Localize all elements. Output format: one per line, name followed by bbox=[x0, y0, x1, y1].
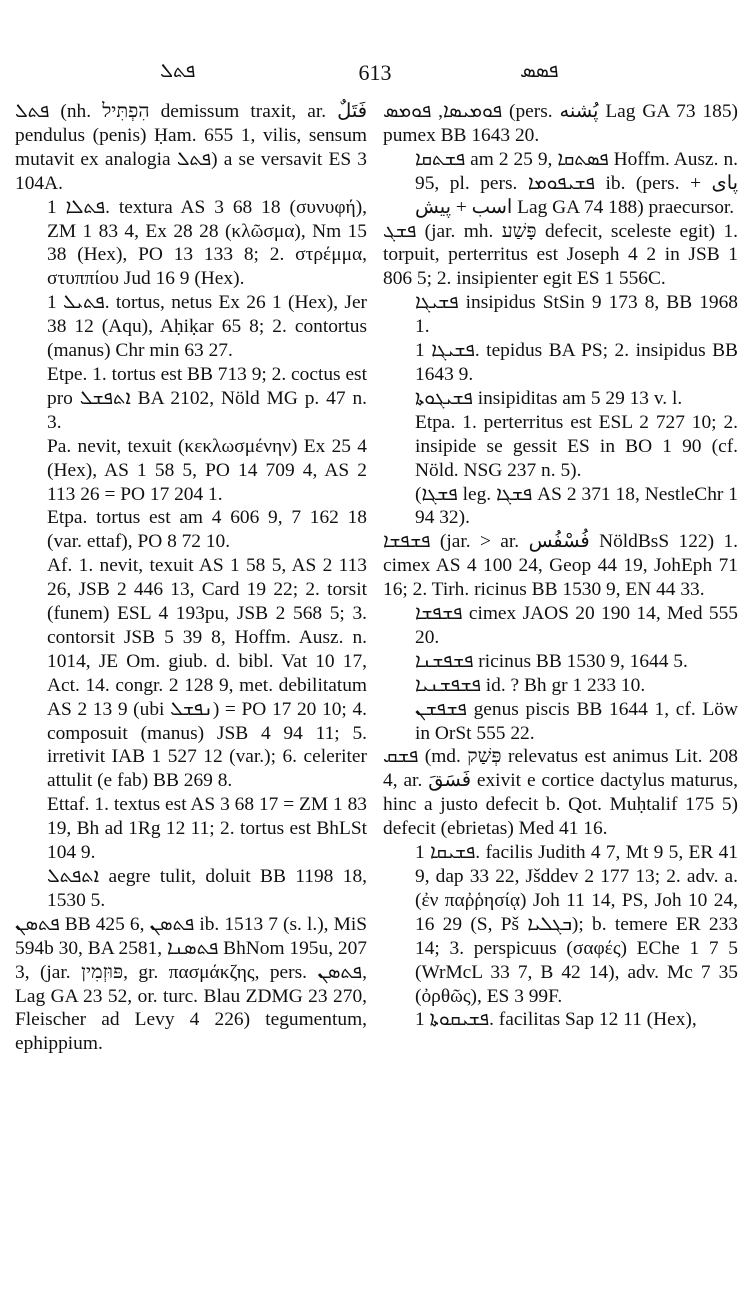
dictionary-entry: Pa. nevit, texuit (κεκλωσμένην) Ex 25 4 (Hex), AS 1 58 5, PO 14 709 4, AS 2 113 26 = PO 17 204 1. bbox=[47, 435, 367, 505]
dictionary-entry: (ܦܫܓܐ leg. ܦܫܓܐ AS 2 371 18, NestleChr 1 94 32). bbox=[415, 483, 738, 529]
running-head-right: ܦܣܣ bbox=[520, 60, 559, 82]
dictionary-entry: ܦܫܬܩܐ am 2 25 9, ܦܣܬܩܐ Hoffm. Ausz. n. 95, pl. pers. ܦܫܝܦܘܡܐ ib. (pers. پای + اسب + پیش Lag GA 74 188) praecursor. bbox=[415, 148, 738, 218]
dictionary-entry: ܦܫܦܫܢ genus piscis BB 1644 1, cf. Löw in OrSt 555 22. bbox=[415, 698, 738, 744]
dictionary-entry: ܦܬܠܐ 1. textura AS 3 68 18 (συνυφή), ZM 1 83 4, Ex 28 28 (κλῶσμα), Nm 15 38 (Hex), PO 13 133 8; 2. στρέμμα, στυππίου Jud 16 9 (Hex). bbox=[47, 196, 367, 290]
dictionary-entry: ܦܫܝܓܐ insipidus StSin 9 173 8, BB 1968 1. bbox=[415, 292, 738, 338]
dictionary-entry: Af. 1. nevit, texuit AS 1 58 5, AS 2 113 26, JSB 2 446 13, Card 19 22; 2. torsit (funem) ESL 4 193pu, JSB 2 568 5; 3. contorsit JSB 5 39 8, Hoffm. Ausz. n. 1014, JE Om. giub. d. bibl. Vat 10 17, Act. 14. congr. 2 128 9, met. debilitatum AS 2 13 9 (ubi ܢܦܫܠ) = PO 17 20 10; 4. composuit (manus) JSB 4 94 11; 5. irretivit IAB 1 527 12 (var.); 6. celeriter attulit (e fab) BB 269 8. bbox=[47, 555, 367, 792]
dictionary-entry: ܦܫܝܩܐ 1. facilis Judith 4 7, Mt 9 5, ER 41 9, dap 33 22, Jšddev 2 177 13; 2. adv. a. (ἐν παῤῥησίᾳ) Joh 11 14, PS, Joh 10 24, 16 29 (S, Pš ܒܓܠܝܐ); b. temere ER 233 14; 3. perspicuus (σαφές) EChe 1 7 5 (WrMcL 33 7, B 42 14), adv. Mc 7 35 (ὀρθῶς), ES 3 99F. bbox=[415, 842, 739, 1007]
dictionary-entry: ܦܫܝܓܐ 1. tepidus BA PS; 2. insipidus BB 1643 9. bbox=[415, 340, 738, 385]
dictionary-entry: Etpa. tortus est am 4 606 9, 7 162 18 (var. ettaf), PO 8 72 10. bbox=[47, 507, 367, 553]
dictionary-entry: ܦܬܠ (nh. הִפְתִּיל demissum traxit, ar. فَتَلٌ pendulus (penis) Ḥam. 655 1, vilis, sensum mutavit ex analogia ܦܬܠ) a se versavit ES 3 104A. bbox=[15, 101, 367, 194]
dictionary-entry: ܦܫܓ (jar. mh. פָּשַׁע defecit, sceleste egit) 1. torpuit, perterritus est Joseph 4 2 in JSB 1 806 5; 2. insipienter egit ES 1 556C. bbox=[383, 220, 739, 290]
dictionary-entry: ܦܫܦܫܢܝܐ id. ? Bh gr 1 233 10. bbox=[415, 674, 646, 696]
right-column bbox=[383, 100, 738, 1032]
dictionary-entry: ܦܬܣܢ BB 425 6, ܦܬܣܢ ib. 1513 7 (s. l.), MiS 594b 30, BA 2581, ܦܬܣܢܐ BhNom 195u, 207 3, (jar. פּוּזְמִין, gr. πασμάκζης, pers. ܦܬܣܢ, Lag GA 23 52, or. turc. Blau ZDMG 23 270, Fleischer ad Levy 4 226) tegumentum, ephippium. bbox=[15, 913, 368, 1055]
dictionary-entry: ܦܫܝܩܘܬܐ 1. facilitas Sap 12 11 (Hex), bbox=[415, 1009, 697, 1031]
left-column bbox=[15, 100, 367, 1056]
dictionary-entry: ܦܫܦܫܢܐ ricinus BB 1530 9, 1644 5. bbox=[415, 650, 688, 672]
dictionary-entry: ܦܫܩ (md. פְּשַׁק relevatus est animus Lit. 208 4, ar. فَسَقَ exivit e cortice dactylus maturus, hinc a justo defecit b. Qot. Muḥtalif 175 5) defecit (ebrietas) Med 41 16. bbox=[383, 746, 738, 840]
dictionary-entry: Etpe. 1. tortus est BB 713 9; 2. coctus est pro ܐܬܦܫܠ BA 2102, Nöld MG p. 47 n. 3. bbox=[47, 363, 367, 433]
dictionary-entry: Etpa. 1. perterritus est ESL 2 727 10; 2. insipide se gessit ES in BO 1 90 (cf. Nöld. NSG 237 n. 5). bbox=[415, 411, 738, 481]
dictionary-entry: ܦܘܡܝܣܐ, ܦܘܡܣ (pers. پُشنه Lag GA 73 185) pumex BB 1643 20. bbox=[383, 101, 738, 146]
dictionary-entry: ܦܫܦܫܐ (jar. > ar. فُسْفُس NöldBsS 122) 1. cimex AS 4 100 24, Geop 44 19, JohEph 71 16; 2. Tirh. ricinus BB 1530 9, EN 44 33. bbox=[383, 531, 738, 601]
dictionary-entry: ܐܬܦܬܠ aegre tulit, doluit BB 1198 18, 1530 5. bbox=[47, 866, 367, 911]
page-number: 613 bbox=[358, 60, 392, 85]
running-head-left: ܦܬܠ bbox=[160, 60, 196, 82]
dictionary-entry: Ettaf. 1. textus est AS 3 68 17 = ZM 1 83 19, Bh ad 1Rg 12 11; 2. tortus est BhLSt 104 9. bbox=[47, 794, 367, 864]
dictionary-entry: ܦܫܦܫܐ cimex JAOS 20 190 14, Med 555 20. bbox=[415, 603, 738, 648]
dictionary-entry: ܦܬܝܠ 1. tortus, netus Ex 26 1 (Hex), Jer 38 12 (Aqu), Aḥiḳar 65 8; 2. contortus (manus) Chr min 63 27. bbox=[47, 292, 368, 362]
dictionary-entry: ܦܫܝܓܘܬܐ insipiditas am 5 29 13 v. l. bbox=[415, 387, 683, 409]
page-header bbox=[0, 60, 750, 90]
